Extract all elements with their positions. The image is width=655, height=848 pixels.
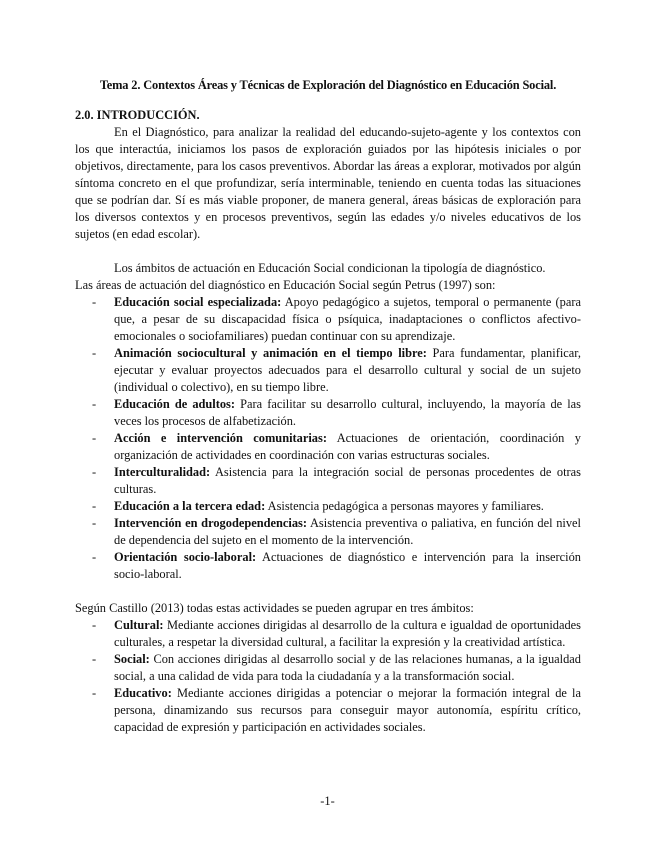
ambitos-intro-second: Las áreas de actuación del diagnóstico en Educación Social según Petrus (1997) son: xyxy=(75,278,496,292)
list-item xyxy=(75,430,581,464)
item-term: Educación de adultos: xyxy=(114,397,236,411)
bullet-dash: - xyxy=(92,516,97,530)
castillo-ambitos-list xyxy=(75,617,581,736)
ambitos-intro-first: Los ámbitos de actuación en Educación Social condicionan la tipología de diagnóstico. xyxy=(114,261,546,275)
page-number: -1- xyxy=(320,794,335,808)
section-heading: 2.0. INTRODUCCIÓN. xyxy=(75,108,200,122)
bullet-dash: - xyxy=(92,550,97,564)
item-text: Actuaciones de diagnóstico e intervención para la inserción socio-laboral. xyxy=(114,550,582,581)
list-item xyxy=(75,685,581,736)
item-term: Intervención en drogodependencias: xyxy=(114,516,307,530)
paragraph-spacer xyxy=(75,583,581,600)
bullet-dash: - xyxy=(92,686,97,700)
item-term: Cultural: xyxy=(114,618,164,632)
bullet-dash: - xyxy=(92,346,97,360)
list-item xyxy=(75,464,581,498)
castillo-intro: Según Castillo (2013) todas estas actividades se pueden agrupar en tres ámbitos: xyxy=(75,601,474,615)
paragraph-spacer xyxy=(75,243,581,260)
bullet-dash: - xyxy=(92,397,97,411)
document-page xyxy=(75,77,581,736)
list-item xyxy=(75,396,581,430)
list-item xyxy=(75,345,581,396)
bullet-dash: - xyxy=(92,652,97,666)
list-item xyxy=(75,498,581,515)
intro-paragraph: En el Diagnóstico, para analizar la realidad del educando-sujeto-agente y los contextos con los que interactúa, iniciamos los pasos de exploración guiados por las hipótesis iniciales o por objetivos, directamente, para los casos preventivos. Abordar las áreas a explorar, motivados por algún síntoma concreto en el que profundizar, sería interminable, teniendo en cuenta todas las situaciones que se podrían dar. Sí es más viable proponer, de manera general, áreas básicas de exploración para los diversos contextos y en procesos preventivos, según las edades y/o niveles educativos de los sujetos (en edad escolar). xyxy=(75,125,581,241)
bullet-dash: - xyxy=(92,431,97,445)
item-term: Educativo: xyxy=(114,686,172,700)
item-text: Para facilitar su desarrollo cultural, incluyendo, la mayoría de las veces los procesos de alfabetización. xyxy=(114,397,581,428)
list-item xyxy=(75,549,581,583)
item-term: Animación sociocultural y animación en el tiempo libre: xyxy=(114,346,427,360)
item-text: Actuaciones de orientación, coordinación y organización de actividades en coordinación con varias estructuras sociales. xyxy=(114,431,581,462)
item-text: Apoyo pedagógico a sujetos, temporal o permanente (para que, a pesar de su discapacidad física o psíquica, inadaptaciones o conflictos afectivo-emocionales o sociofamiliares) puedan continuar con su aprendizaje. xyxy=(114,295,581,343)
list-item xyxy=(75,515,581,549)
item-text: Para fundamentar, planificar, ejecutar y evaluar proyectos adecuados para el desarrollo cultural y social de un sujeto (individual o colectivo), en su tiempo libre. xyxy=(114,346,581,394)
item-text: Asistencia para la integración social de personas procedentes de otras culturas. xyxy=(114,465,581,496)
document-title: Tema 2. Contextos Áreas y Técnicas de Exploración del Diagnóstico en Educación Social. xyxy=(99,78,557,92)
bullet-dash: - xyxy=(92,465,97,479)
item-text: Con acciones dirigidas al desarrollo social y de las relaciones humanas, a la igualdad social, a una calidad de vida para toda la ciudadanía y a la transformación social. xyxy=(114,652,582,683)
item-term: Interculturalidad: xyxy=(114,465,211,479)
bullet-dash: - xyxy=(92,499,97,513)
list-item xyxy=(75,651,581,685)
item-term: Social: xyxy=(114,652,150,666)
item-term: Acción e intervención comunitarias: xyxy=(114,431,327,445)
bullet-dash: - xyxy=(92,618,97,632)
item-text: Asistencia pedagógica a personas mayores y familiares. xyxy=(267,499,544,513)
item-term: Orientación socio-laboral: xyxy=(114,550,257,564)
item-text: Asistencia preventiva o paliativa, en función del nivel de dependencia del sujeto en el momento de la intervención. xyxy=(114,516,581,547)
item-text: Mediante acciones dirigidas a potenciar o mejorar la formación integral de la persona, dinamizando sus recursos para conseguir mayor autonomía, espíritu crítico, capacidad de expresión y participación en actividades sociales. xyxy=(114,686,581,734)
list-item xyxy=(75,294,581,345)
bullet-dash: - xyxy=(92,295,97,309)
petrus-areas-list xyxy=(75,294,581,583)
item-term: Educación social especializada: xyxy=(114,295,282,309)
item-text: Mediante acciones dirigidas al desarrollo de la cultura e igualdad de oportunidades culturales, a respetar la diversidad cultural, a facilitar la expresión y la creatividad artística. xyxy=(114,618,581,649)
list-item xyxy=(75,617,581,651)
item-term: Educación a la tercera edad: xyxy=(114,499,266,513)
